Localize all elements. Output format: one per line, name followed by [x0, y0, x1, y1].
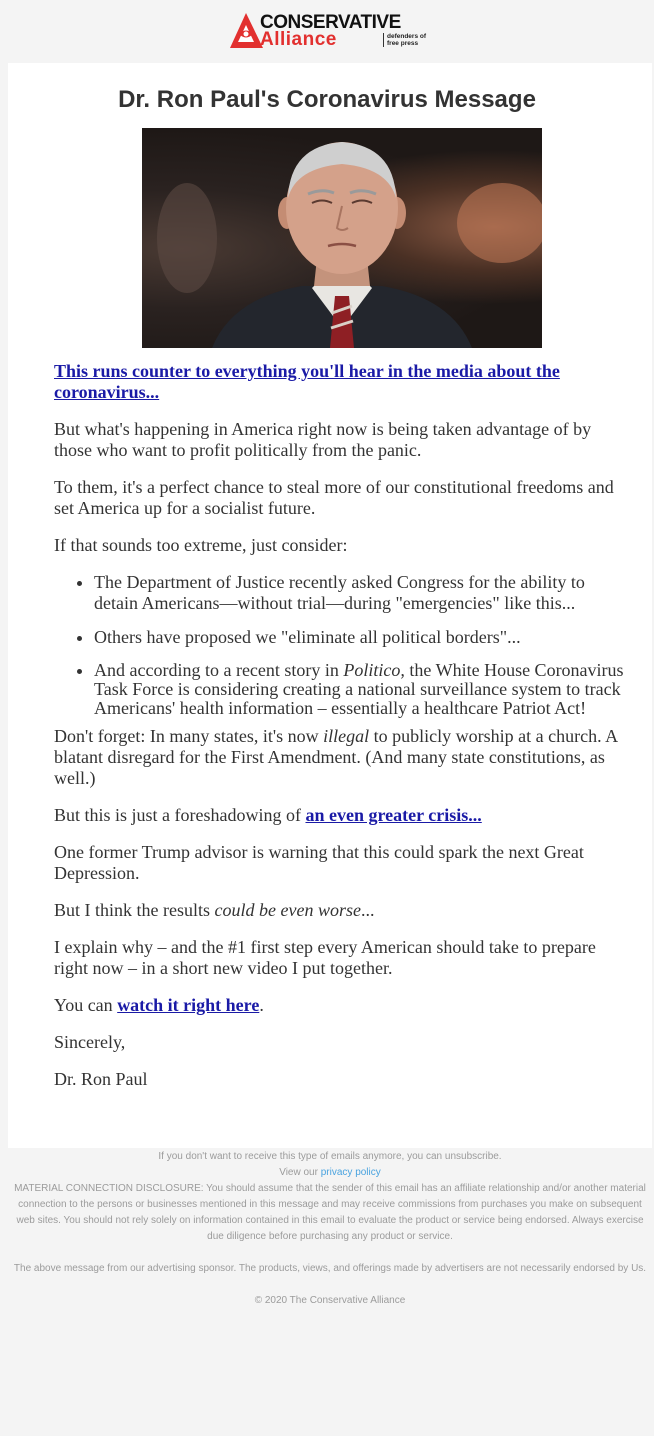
- politico-emphasis: Politico,: [343, 660, 405, 680]
- article-content: [54, 361, 624, 1106]
- footer-spacer: [8, 1245, 652, 1261]
- paragraph-text: ...: [360, 900, 375, 920]
- logo-wordmark-top: CONSERVATIVE: [260, 12, 401, 33]
- signature: Dr. Ron Paul: [54, 1069, 148, 1089]
- email-header: [0, 0, 654, 63]
- closing: Sincerely,: [54, 1032, 126, 1052]
- illegal-emphasis: illegal: [323, 726, 370, 746]
- paragraph-2: To them, it's a perfect chance to steal more of our constitutional freedoms and set America up for a socialist future.: [54, 477, 614, 518]
- paragraph-1: But what's happening in America right now is being taken advantage of by those who want to profit politically from the panic.: [54, 419, 592, 460]
- list-item: • The Department of Justice recently asked Congress for the ability to detain Americans—without trial—during "emergencies" like this...: [94, 572, 624, 614]
- paragraph-8: I explain why – and the #1 first step every American should take to prepare right now – in a short new video I put together.: [54, 937, 596, 978]
- article-title: Dr. Ron Paul's Coronavirus Message: [118, 86, 536, 113]
- paragraph-7: [54, 900, 624, 921]
- privacy-prefix: View our: [279, 1167, 321, 1178]
- list-item-text: And according to a recent story in: [94, 660, 344, 680]
- privacy-line: [8, 1165, 652, 1181]
- conservative-alliance-logo[interactable]: [230, 12, 430, 50]
- unsubscribe-notice[interactable]: If you don't want to receive this type of emails anymore, you can unsubscribe.: [158, 1151, 502, 1162]
- watch-video-link[interactable]: watch it right here: [117, 995, 260, 1015]
- list-item: [94, 661, 624, 718]
- copyright: © 2020 The Conservative Alliance: [254, 1295, 406, 1306]
- lead-link[interactable]: This runs counter to everything you'll hear in the media about the coronavirus...: [54, 361, 560, 402]
- logo-wordmark-bottom: Alliance: [260, 29, 337, 50]
- paragraph-6: One former Trump advisor is warning that this could spark the next Great Depression.: [54, 842, 584, 883]
- worse-emphasis: could be even worse: [214, 900, 361, 920]
- paragraph-text: Don't forget: In many states, it's now: [54, 726, 324, 746]
- portrait-illustration: [142, 128, 542, 348]
- logo-emblem-icon: [230, 12, 264, 50]
- lead-paragraph: [54, 361, 624, 403]
- paragraph-5: [54, 805, 624, 826]
- evidence-list: [54, 572, 624, 718]
- footer-spacer: [8, 1277, 652, 1293]
- paragraph-text: But I think the results: [54, 900, 215, 920]
- material-disclosure: MATERIAL CONNECTION DISCLOSURE: You should assume that the sender of this email has an affiliate relationship and/or another material connection to the persons or businesses mentioned in this message and may receive commissions from purchases you make on subsequent web sites. You should not rely solely on information contained in this email to evaluate the product or service being endorsed. Always exercise due diligence before purchasing any product or service.: [14, 1183, 646, 1242]
- privacy-policy-link[interactable]: privacy policy: [320, 1167, 381, 1178]
- greater-crisis-link[interactable]: an even greater crisis...: [305, 805, 482, 825]
- logo-tagline: defenders of free press: [383, 33, 437, 47]
- paragraph-text: You can: [54, 995, 118, 1015]
- list-item: • Others have proposed we "eliminate all political borders"...: [94, 627, 624, 648]
- email-footer: [8, 1149, 652, 1309]
- list-item-text: the White House Coronavirus Task Force is considering creating a national surveillance system to track Americans' health information – essentially a healthcare Patriot Act!: [94, 660, 624, 718]
- paragraph-4: [54, 726, 624, 789]
- paragraph-9: [54, 995, 624, 1016]
- paragraph-text: to publicly worship at a church. A blatant disregard for the First Amendment. (And many state constitutions, as well.): [54, 726, 618, 788]
- paragraph-3: If that sounds too extreme, just consider:: [54, 535, 348, 555]
- paragraph-text: .: [259, 995, 264, 1015]
- sponsor-notice: The above message from our advertising sponsor. The products, views, and offerings made by advertisers are not necessarily endorsed by Us.: [13, 1263, 647, 1274]
- hero-image-ron-paul[interactable]: [142, 128, 542, 348]
- paragraph-text: But this is just a foreshadowing of: [54, 805, 306, 825]
